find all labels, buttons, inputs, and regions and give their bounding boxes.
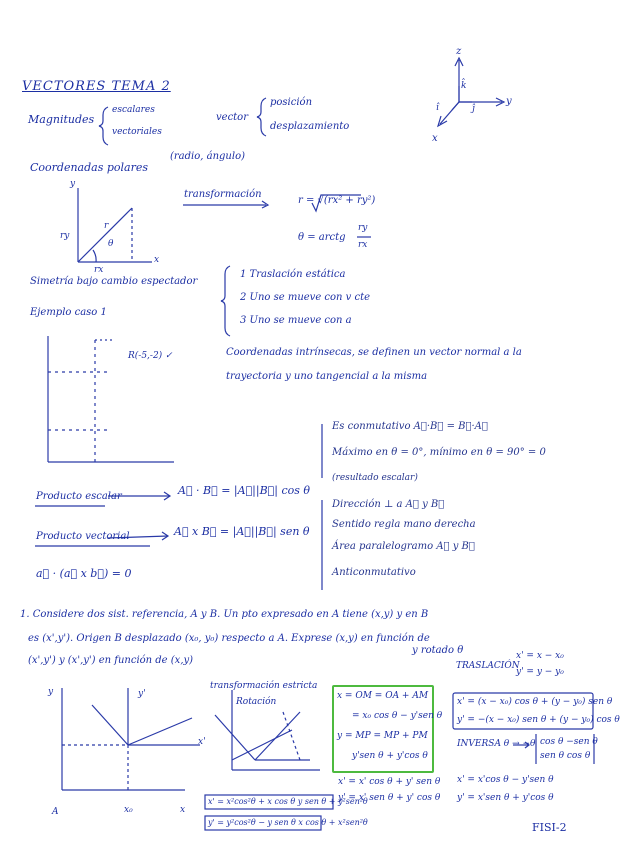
vectorial-prop-3: Área paralelogramo A⃗ y B⃗ bbox=[332, 541, 475, 552]
polar-rx: rx bbox=[94, 265, 104, 275]
bottom-formula-3: x' = x²cos²θ + x cos θ y sen θ + y²sen²θ bbox=[208, 797, 368, 806]
magnitudes-escalares: escalares bbox=[112, 105, 155, 115]
right-formula-1: x' = (x − x₀) cos θ + (y − y₀) sen θ bbox=[457, 697, 613, 707]
transform-r-eq: r = √(rx² + ry²) bbox=[298, 195, 376, 206]
traslacion-a: x' = x − x₀ bbox=[516, 651, 564, 661]
vector-label: vector bbox=[216, 112, 248, 123]
polar-r: r bbox=[104, 221, 109, 231]
transform-rx: rx bbox=[358, 240, 368, 250]
fig-yp: y' bbox=[138, 689, 146, 699]
vector-posicion: posición bbox=[270, 97, 313, 108]
bottom-formula-4: y' = y²cos²θ − y sen θ x cos θ + x²sen²θ bbox=[208, 818, 368, 827]
green-line-4: y'sen θ + y'cos θ bbox=[352, 751, 428, 761]
scalar-prop-1: Es conmutativo A⃗·B⃗ = B⃗·A⃗ bbox=[332, 421, 488, 432]
page-title: VECTORES TEMA 2 bbox=[22, 79, 171, 94]
traslacion-label: TRASLACIÓN bbox=[456, 661, 520, 671]
polar-sketch bbox=[78, 188, 152, 262]
polar-title: Coordenadas polares bbox=[30, 161, 149, 174]
polar-y: y bbox=[70, 179, 76, 189]
green-line-2: = x₀ cos θ − y'sen θ bbox=[352, 711, 443, 721]
unit-i-label: î bbox=[436, 103, 439, 113]
fig-x0: x₀ bbox=[124, 805, 133, 815]
example-note: R(-5,-2) ✓ bbox=[128, 351, 173, 361]
fig-y: y bbox=[48, 687, 54, 697]
polar-theta: θ bbox=[108, 239, 114, 249]
vectorial-prop-2: Sentido regla mano derecha bbox=[332, 519, 476, 530]
right-formula-4: y' = x'sen θ + y'cos θ bbox=[457, 793, 554, 803]
vector-desplazamiento: desplazamiento bbox=[270, 121, 350, 132]
unit-j-label: ĵ bbox=[472, 104, 475, 114]
problem-line-3: (x',y') y (x',y') en función de (x,y) bbox=[28, 655, 194, 666]
polar-x: x bbox=[154, 255, 160, 265]
green-line-1: x = OM = OA + AM bbox=[337, 691, 429, 701]
bottom-formula-1: x' = x' cos θ + y' sen θ bbox=[338, 777, 441, 787]
fig-a: A bbox=[52, 807, 59, 817]
magnitudes-vectoriales: vectoriales bbox=[112, 127, 162, 137]
symmetry-item-1: 1 Traslación estática bbox=[240, 269, 346, 280]
symmetry-title: Simetría bajo cambio espectador bbox=[30, 276, 198, 287]
axes-3d-sketch bbox=[438, 58, 504, 126]
scalar-formula: A⃗ · B⃗ = |A⃗||B⃗| cos θ bbox=[178, 484, 311, 497]
right-matrix-row-1: cos θ −sen θ bbox=[540, 737, 598, 747]
vectorial-prop-4: Anticonmutativo bbox=[332, 567, 416, 578]
scalar-label: Producto escalar bbox=[36, 491, 122, 502]
symmetry-item-2: 2 Uno se mueve con v cte bbox=[240, 292, 371, 303]
right-inversa: INVERSA θ → −θ bbox=[457, 739, 536, 749]
problem-line-3b: y rotado θ bbox=[412, 645, 464, 656]
right-formula-3: x' = x'cos θ − y'sen θ bbox=[457, 775, 554, 785]
identity-formula: a⃗ · (a⃗ x b⃗) = 0 bbox=[36, 567, 132, 580]
fig-rotacion: Rotación bbox=[236, 697, 277, 707]
vectorial-formula: A⃗ x B⃗ = |A⃗||B⃗| sen θ bbox=[174, 525, 310, 538]
problem-line-1: 1. Considere dos sist. referencia, A y B. Un pto expresado en A tiene (x,y) y en B bbox=[20, 609, 429, 620]
axis-x-label: x bbox=[432, 133, 438, 144]
axis-y-label: y bbox=[506, 96, 512, 107]
problem-line-2: es (x',y'). Origen B desplazado (x₀, y₀) respecto a A. Exprese (x,y) en función de bbox=[28, 633, 430, 644]
footer-label: FISI-2 bbox=[532, 821, 567, 834]
example-title: Ejemplo caso 1 bbox=[30, 307, 107, 318]
axis-z-label: z bbox=[456, 46, 462, 57]
vectorial-prop-1: Dirección ⊥ a A⃗ y B⃗ bbox=[332, 499, 445, 510]
polar-note: (radio, ángulo) bbox=[170, 151, 245, 162]
brace-vector bbox=[257, 98, 266, 136]
rotation-sketch-1 bbox=[62, 688, 200, 790]
fig-trans-title: transformación estricta bbox=[210, 681, 318, 691]
magnitudes-label: Magnitudes bbox=[28, 113, 95, 126]
scalar-prop-3: (resultado escalar) bbox=[332, 473, 418, 483]
unit-k-label: k̂ bbox=[461, 81, 467, 91]
polar-ry: ry bbox=[60, 231, 70, 241]
brace-magnitudes bbox=[99, 107, 108, 145]
right-formula-2: y' = −(x − x₀) sen θ + (y − y₀) cos θ bbox=[457, 715, 620, 725]
fig-xp: x' bbox=[198, 737, 206, 747]
green-line-3: y = MP = MP + PM bbox=[337, 731, 428, 741]
vectorial-label: Producto vectorial bbox=[36, 531, 130, 542]
intrinsic-line-1: Coordenadas intrínsecas, se definen un vector normal a la bbox=[226, 347, 522, 358]
traslacion-b: y' = y − y₀ bbox=[516, 667, 564, 677]
intrinsic-line-2: trayectoria y uno tangencial a la misma bbox=[226, 371, 428, 382]
bottom-formula-2: y' = x' sen θ + y' cos θ bbox=[338, 793, 441, 803]
transform-label: transformación bbox=[184, 189, 262, 200]
fig-x: x bbox=[180, 805, 186, 815]
scalar-prop-2: Máximo en θ = 0°, mínimo en θ = 90° = 0 bbox=[332, 447, 546, 458]
right-matrix-row-2: sen θ cos θ bbox=[540, 751, 591, 761]
symmetry-item-3: 3 Uno se mueve con a bbox=[240, 315, 352, 326]
transform-theta: θ = arctg bbox=[298, 232, 346, 243]
transform-ry: ry bbox=[358, 223, 368, 233]
